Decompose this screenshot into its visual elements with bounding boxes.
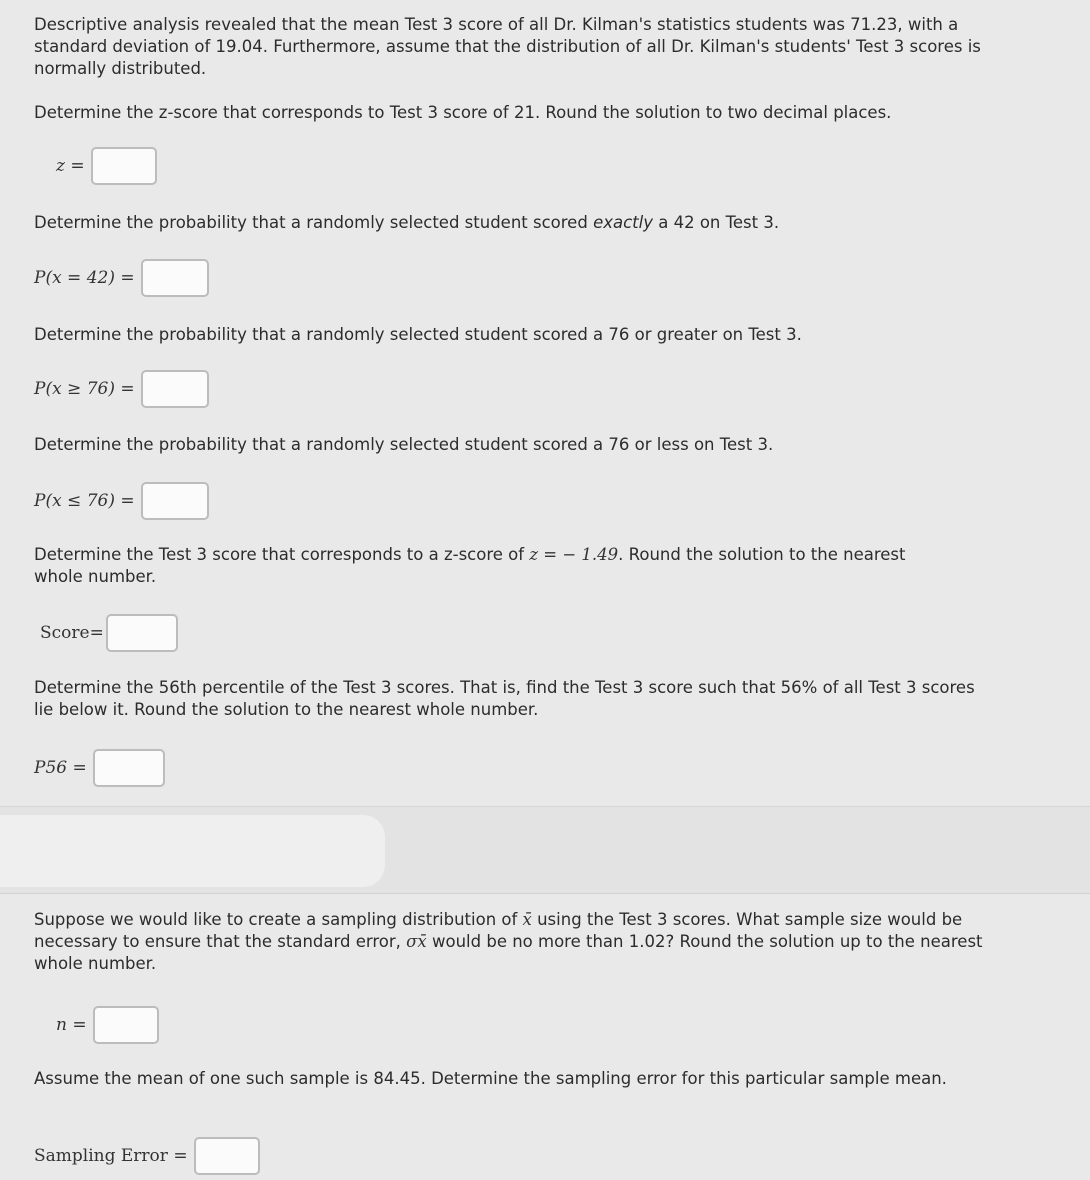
q5-prompt-math: z = − 1.49 <box>529 545 619 564</box>
q7-label: n = <box>56 1015 87 1035</box>
q3-answer-row <box>34 370 209 408</box>
q4-prompt: Determine the probability that a randomly selected student scored a 76 or less on Test 3. <box>34 435 774 454</box>
q5-prompt-pre: Determine the Test 3 score that corresponds to a z-score of <box>34 545 530 564</box>
q4-label: P(x ≤ 76) = <box>34 491 135 511</box>
q5-answer-row <box>40 614 178 652</box>
q7-prompt-mid: using the Test 3 scores. What sample size would be necessary to ensure that the standard error, <box>34 910 963 951</box>
q2-prompt-pre: Determine the probability that a randomly selected student scored <box>34 213 594 232</box>
q8-prompt: Assume the mean of one such sample is 84.45. Determine the sampling error for this particular sample mean. <box>34 1069 947 1088</box>
section-divider <box>0 806 1090 894</box>
q2-label: P(x = 42) = <box>34 268 135 288</box>
intro-text: Descriptive analysis revealed that the mean Test 3 score of all Dr. Kilman's statistics students was 71.23, with a standard deviation of 19.04. Furthermore, assume that the distribution of all Dr. Kilman's students' Test 3 scores is normally distributed. <box>34 15 981 78</box>
z-score-input[interactable] <box>91 147 157 185</box>
q6-prompt: Determine the 56th percentile of the Test 3 scores. That is, find the Test 3 score such that 56% of all Test 3 scores lie below it. Round the solution to the nearest whole number. <box>34 678 975 719</box>
p-76-or-greater-input[interactable] <box>141 370 209 408</box>
q2-prompt <box>34 212 1034 234</box>
q7-prompt-pre: Suppose we would like to create a sampling distribution of <box>34 910 523 929</box>
q5-prompt-post: . Round the solution to the nearest whole number. <box>34 545 906 586</box>
q7-prompt-post: would be no more than 1.02? Round the solution up to the nearest whole number. <box>34 932 983 973</box>
sampling-error-input[interactable] <box>194 1137 260 1175</box>
p-76-or-less-input[interactable] <box>141 482 209 520</box>
p-exactly-42-input[interactable] <box>141 259 209 297</box>
q2-prompt-post: a 42 on Test 3. <box>652 213 780 232</box>
q1-answer-row <box>56 147 157 185</box>
q7-prompt <box>34 909 984 975</box>
q2-prompt-emphasis: exactly <box>593 213 653 232</box>
q5-prompt <box>34 544 934 588</box>
q2-answer-row <box>34 259 209 297</box>
p56-input[interactable] <box>93 749 165 787</box>
q3-prompt: Determine the probability that a randomly selected student scored a 76 or greater on Test 3. <box>34 325 802 344</box>
q4-answer-row <box>34 482 209 520</box>
q6-answer-row <box>34 749 165 787</box>
q7-answer-row <box>56 1006 159 1044</box>
score-input[interactable] <box>106 614 178 652</box>
q7-symbol-xbar: x̄ <box>522 910 532 929</box>
q6-label: P56 = <box>34 758 87 778</box>
q3-label: P(x ≥ 76) = <box>34 379 135 399</box>
sample-size-input[interactable] <box>93 1006 159 1044</box>
divider-panel <box>0 815 385 887</box>
q1-prompt: Determine the z-score that corresponds to Test 3 score of 21. Round the solution to two decimal places. <box>34 103 892 122</box>
q1-label: z = <box>56 156 85 176</box>
q7-symbol-sigma: σx̄ <box>406 932 427 951</box>
q8-label: Sampling Error = <box>34 1146 188 1166</box>
q5-label: Score= <box>40 623 104 643</box>
q8-answer-row <box>34 1137 260 1175</box>
